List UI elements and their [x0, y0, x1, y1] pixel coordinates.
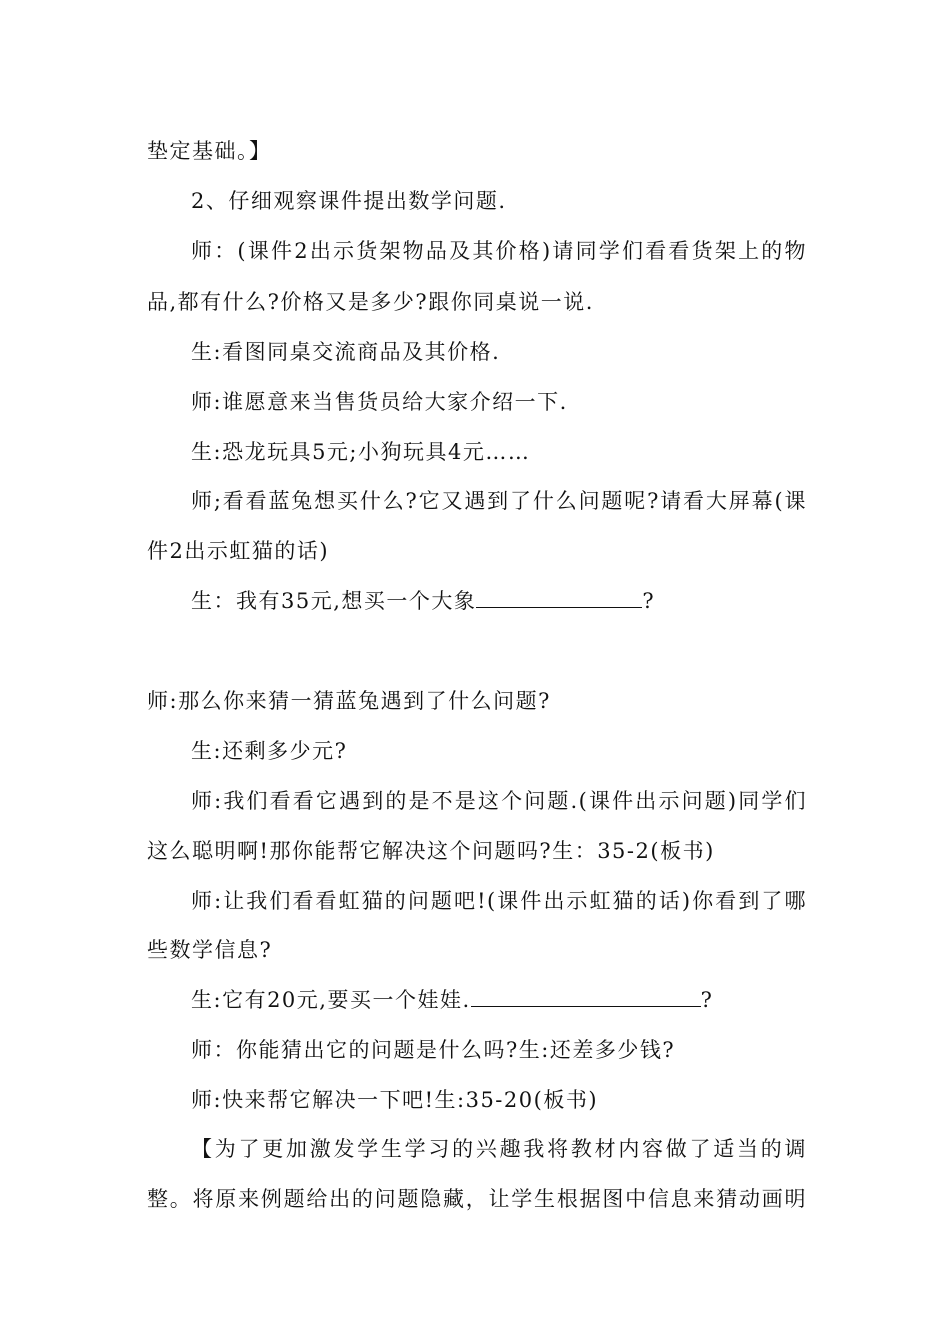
- answer-line: [191, 586, 807, 616]
- question-mark: ?: [700, 988, 714, 1012]
- answer-line: [191, 985, 807, 1015]
- answer-text: 生：我有35元,想买一个大象: [191, 589, 477, 613]
- paragraph-line: 生:还剩多少元?: [191, 739, 348, 763]
- paragraph-line: 生:看图同桌交流商品及其价格.: [191, 340, 501, 364]
- fill-blank: [476, 587, 642, 608]
- paragraph-line: 生:恐龙玩具5元;小狗玩具4元……: [191, 440, 531, 464]
- fill-blank: [471, 986, 701, 1007]
- paragraph-line: 师:让我们看看虹猫的问题吧!(课件出示虹猫的话)你看到了哪: [191, 889, 807, 913]
- paragraph-line: 【为了更加激发学生学习的兴趣我将教材内容做了适当的调: [191, 1137, 807, 1161]
- paragraph-line: 垫定基础。】: [147, 139, 272, 163]
- answer-text: 生:它有20元,要买一个娃娃.: [191, 988, 471, 1012]
- paragraph-line: 整。将原来例题给出的问题隐藏，让学生根据图中信息来猜动画明: [147, 1187, 807, 1211]
- paragraph-line: 师;看看蓝兔想买什么?它又遇到了什么问题呢?请看大屏幕(课: [191, 489, 807, 513]
- question-mark: ?: [642, 589, 656, 613]
- paragraph-line: 2、仔细观察课件提出数学问题.: [191, 189, 507, 213]
- paragraph-line: 师:那么你来猜一猜蓝兔遇到了什么问题?: [147, 689, 551, 713]
- paragraph-line: 师：(课件2出示货架物品及其价格)请同学们看看货架上的物: [191, 239, 807, 263]
- paragraph-line: 师:我们看看它遇到的是不是这个问题.(课件出示问题)同学们: [191, 789, 807, 813]
- paragraph-line: 师:快来帮它解决一下吧!生:35-20(板书): [191, 1088, 599, 1112]
- paragraph-line: 件2出示虹猫的话): [147, 539, 330, 563]
- paragraph-line: 这么聪明啊!那你能帮它解决这个问题吗?生：35-2(板书): [147, 839, 715, 863]
- paragraph-line: 品,都有什么?价格又是多少?跟你同桌说一说.: [147, 290, 594, 314]
- paragraph-line: 师:谁愿意来当售货员给大家介绍一下.: [191, 390, 568, 414]
- paragraph-line: 师：你能猜出它的问题是什么吗?生:还差多少钱?: [191, 1038, 676, 1062]
- paragraph-line: 些数学信息?: [147, 938, 273, 962]
